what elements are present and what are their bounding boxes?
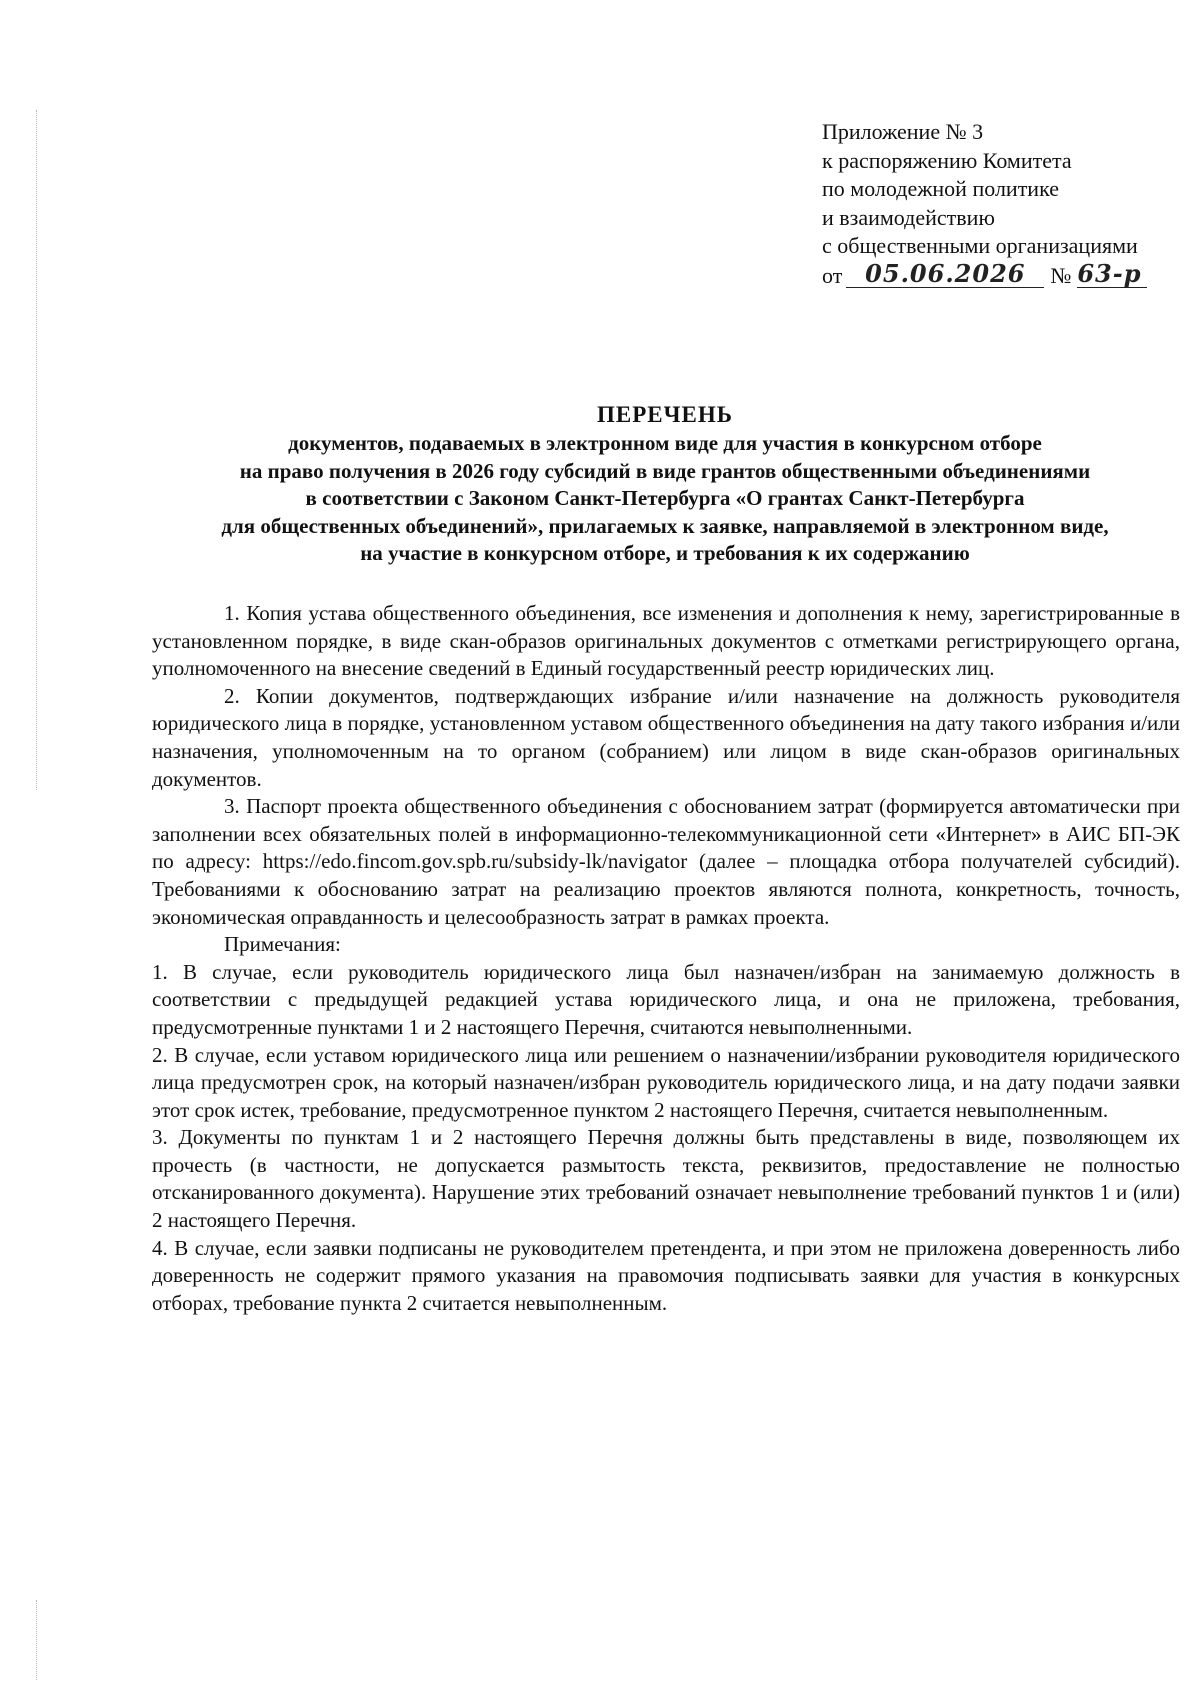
title-heading: ПЕРЕЧЕНЬ [597, 402, 733, 427]
handwritten-number: 63-р [1077, 261, 1147, 288]
title-line: на участие в конкурсном отборе, и требования к их содержанию [360, 541, 970, 565]
title-line: документов, подаваемых в электронном виде для участия в конкурсном отборе [288, 431, 1042, 455]
list-item: 2. Копии документов, подтверждающих избрание и/или назначение на должность руководителя юридического лица в порядке, установленном уставом общественного объединения на дату такого избрания и/или назначения, уполномоченным на то органом (собранием) или лицом в виде скан-образов оригинальных документов. [152, 683, 1180, 791]
note-item: 1. В случае, если руководитель юридического лица был назначен/избран на занимаемую должность в соответствии с предыдущей редакцией устава юридического лица, и она не приложена, требования, предусмотренные пунктами 1 и 2 настоящего Перечня, считаются невыполненными. [152, 959, 1180, 1039]
document-title [150, 400, 1180, 568]
appendix-header [822, 118, 1182, 291]
note-item: 4. В случае, если заявки подписаны не руководителем претендента, и при этом не приложена доверенность либо доверенность не содержит прямого указания на правомочия подписывать заявки для участия в конкурсных отборах, требование пункта 2 считается невыполненным. [152, 1235, 1180, 1315]
number-prefix: № [1050, 263, 1072, 288]
note-item: 3. Документы по пунктам 1 и 2 настоящего Перечня должны быть представлены в виде, позволяющем их прочесть (в частности, не допускается размытость текста, реквизитов, предоставление не полностью отсканированного документа). Нарушение этих требований означает невыполнение требований пунктов 1 и (или) 2 настоящего Перечня. [152, 1125, 1180, 1233]
appendix-line: с общественными организациями [822, 233, 1138, 258]
appendix-line: и взаимодействию [822, 204, 995, 230]
appendix-line: Приложение № 3 [822, 119, 984, 144]
list-item: 1. Копия устава общественного объединения, все изменения и дополнения к нему, зарегистрированные в установленном порядке, в виде скан-образов оригинальных документов с отметками регистрирующего органа, уполномоченного на внесение сведений в Единый государственный реестр юридических лиц. [152, 601, 1180, 681]
title-line: на право получения в 2026 году субсидий в виде грантов общественными объединениями [239, 458, 1091, 483]
order-reference [822, 258, 1182, 291]
scan-margin-artifact [36, 110, 37, 790]
note-item: 2. В случае, если уставом юридического лица или решением о назначении/избрании руководителя юридического лица предусмотрен срок, на который назначен/избран руководитель юридического лица, и на дату подачи заявки этот срок истек, требование, предусмотренное пунктом 2 настоящего Перечня, считается невыполненным. [152, 1042, 1180, 1122]
title-line: для общественных объединений», прилагаемых к заявке, направляемой в электронном виде, [221, 513, 1109, 538]
title-line: в соответствии с Законом Санкт-Петербурга «О грантах Санкт-Петербурга [305, 486, 1025, 510]
date-prefix: от [822, 263, 843, 288]
list-item: 3. Паспорт проекта общественного объединения с обоснованием затрат (формируется автоматически при заполнении всех обязательных полей в информационно-телекоммуникационной сети «Интернет» в АИС БП-ЭК по адресу: https://edo.fincom.gov.spb.ru/subsidy-lk/navigator (далее – площадка отбора получателей субсидий). Требованиями к обоснованию затрат на реализацию проектов являются полнота, конкретность, точность, экономическая оправданность и целесообразность затрат в рамках проекта. [152, 794, 1180, 929]
appendix-line: по молодежной политике [822, 176, 1059, 201]
document-body [152, 600, 1180, 1317]
notes-heading: Примечания: [224, 932, 341, 957]
scan-margin-artifact [36, 1600, 37, 1680]
handwritten-date: 05.06.2026 [846, 261, 1044, 288]
appendix-line: к распоряжению Комитета [822, 147, 1072, 173]
